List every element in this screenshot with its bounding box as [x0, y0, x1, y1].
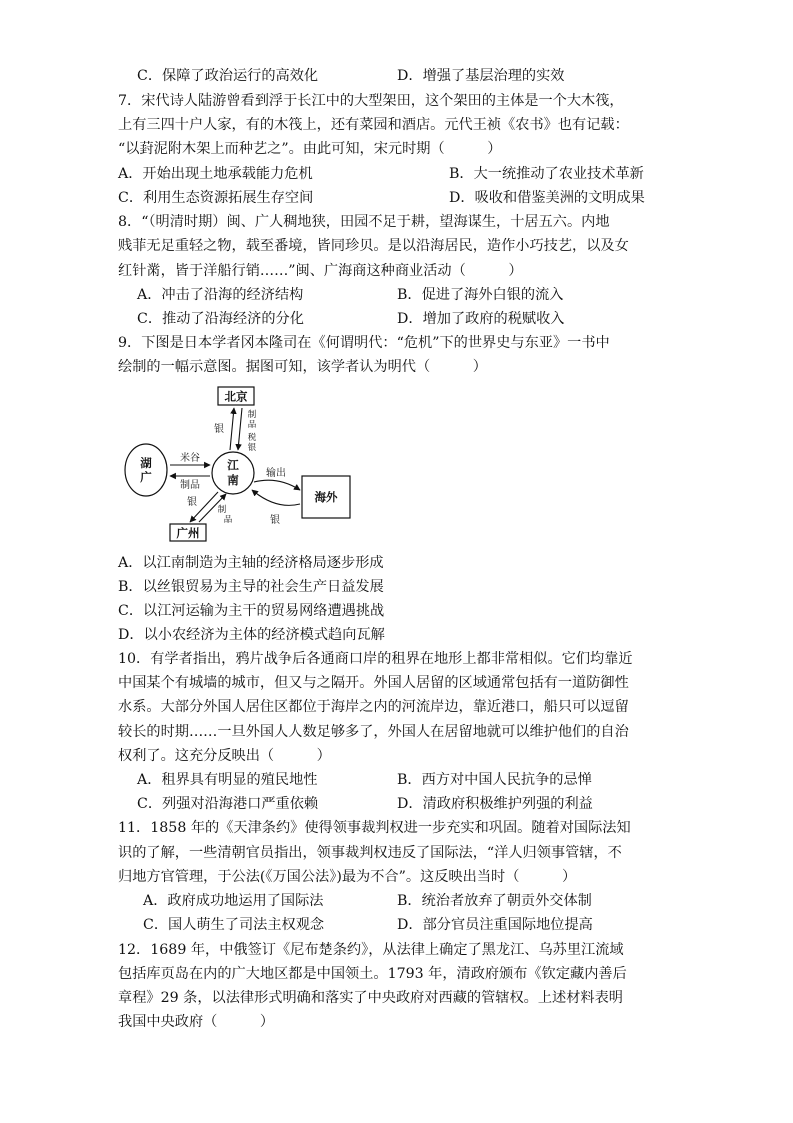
- jiangnan-label-2: 南: [227, 473, 239, 487]
- q7-option-b: B．大一统推动了农业技术革新: [449, 166, 644, 182]
- q9-line-2: 绘制的一幅示意图。据图可知，该学者认为明代（ ）: [118, 359, 487, 375]
- haiwai-label: 海外: [314, 490, 338, 504]
- q11-option-c: C．国人萌生了司法主权观念: [143, 917, 325, 933]
- q10-line-5: 权利了。这充分反映出（ ）: [118, 748, 331, 764]
- arrow-beijing-to-jiangnan: [238, 408, 242, 450]
- q8-option-c: C．推动了沿海经济的分化: [137, 311, 304, 327]
- label-zhipin-guangzhou-1: 制: [217, 505, 227, 515]
- q7-option-d: D．吸收和借鉴美洲的文明成果: [449, 190, 645, 206]
- q8-line-1: 8．“（明清时期）闽、广人稠地狭，田园不足于耕，望海谋生，十居五六。内地: [118, 214, 610, 230]
- label-shuiyin-2: 银: [247, 443, 257, 453]
- q10-line-1: 10．有学者指出，鸦片战争后各通商口岸的租界在地形上都非常相似。它们均靠近: [118, 651, 633, 667]
- label-shuiyin-1: 税: [247, 433, 257, 443]
- q7-line-3: “以葑泥附木架上而种艺之”。由此可知，宋元时期（ ）: [118, 141, 502, 157]
- q10-option-c: C．列强对沿海港口严重依赖: [137, 796, 319, 812]
- q9-option-b: B．以丝银贸易为主导的社会生产日益发展: [118, 579, 384, 595]
- q10-option-b: B．西方对中国人民抗争的忌惮: [397, 772, 592, 788]
- q10-line-3: 水系。大部分外国人居住区都位于海岸之内的河流岸边，靠近港口，船只可以逗留: [118, 699, 629, 715]
- q6-option-d: D．增强了基层治理的实效: [397, 68, 565, 84]
- q6-option-c: C．保障了政治运行的高效化: [137, 68, 319, 84]
- q11-option-a: A．政府成功地运用了国际法: [143, 893, 324, 909]
- q7-option-c: C．利用生态资源拓展生存空间: [118, 190, 314, 206]
- q12-line-4: 我国中央政府（ ）: [118, 1014, 275, 1030]
- huguang-label-2: 广: [140, 470, 152, 484]
- label-yin-haiwai: 银: [270, 515, 280, 526]
- q9-option-c: C．以江河运输为主干的贸易网络遭遇挑战: [118, 603, 385, 619]
- q12-line-2: 包括库页岛在内的广大地区都是中国领土。1793 年，清政府颁布《钦定藏内善后: [118, 966, 627, 982]
- q8-option-a: A．冲击了沿海的经济结构: [137, 287, 304, 303]
- q10-line-2: 中国某个有城墙的城市，但又与之隔开。外国人居留的区域通常包括有一道防御性: [118, 675, 629, 691]
- q11-line-1: 11．1858 年的《天津条约》使得领事裁判权进一步充实和巩固。随着对国际法知: [118, 820, 631, 836]
- q8-line-3: 红针黹，皆于洋船行销……”闽、广海商这种商业活动（ ）: [118, 263, 523, 279]
- label-mi-gu: 米谷: [180, 453, 200, 464]
- q12-line-3: 章程》29 条，以法律形式明确和落实了中央政府对西藏的管辖权。上述材料表明: [118, 990, 623, 1006]
- q9-option-d: D．以小农经济为主体的经济模式趋向瓦解: [118, 627, 385, 643]
- q10-option-d: D．清政府积极维护列强的利益: [397, 796, 593, 812]
- q11-option-d: D．部分官员注重国际地位提高: [397, 917, 593, 933]
- q9-option-a: A．以江南制造为主轴的经济格局逐步形成: [118, 555, 384, 571]
- label-yin-guangzhou: 银: [187, 497, 197, 508]
- q7-line-2: 上有三四十户人家，有的木筏上，还有菜园和酒店。元代王祯《农书》也有记载：: [118, 117, 629, 133]
- q11-line-3: 归地方官管理，于公法(《万国公法》)最为不合”。这反映出当时（ ）: [118, 869, 577, 885]
- label-zhipin-huguang: 制品: [180, 480, 200, 491]
- arrow-haiwai-to-jiangnan: [252, 490, 300, 505]
- q7-option-a: A．开始出现土地承载能力危机: [118, 166, 313, 182]
- arrow-jiangnan-to-beijing: [230, 408, 234, 450]
- q11-line-2: 识的了解，一些清朝官员指出，领事裁判权违反了国际法，“洋人归领事管辖，不: [118, 845, 622, 861]
- label-shuchu: 输出: [266, 468, 286, 479]
- q8-option-b: B．促进了海外白银的流入: [397, 287, 564, 303]
- label-yin-beijing: 银: [214, 424, 224, 435]
- q8-line-2: 贱菲无足重轻之物，载至番境，皆同珍贝。是以沿海居民，造作小巧技艺，以及女: [118, 238, 629, 254]
- q10-line-4: 较长的时期……一旦外国人人数足够多了，外国人在居留地就可以维护他们的自治: [118, 724, 629, 740]
- q8-option-d: D．增加了政府的税赋收入: [397, 311, 565, 327]
- label-zhipin-beijing-2: 品: [247, 420, 257, 430]
- q7-line-1: 7．宋代诗人陆游曾看到浮于长江中的大型架田，这个架田的主体是一个大木筏，: [118, 93, 624, 109]
- label-zhipin-guangzhou-2: 品: [223, 515, 233, 525]
- huguang-label-1: 湖: [140, 456, 152, 470]
- economic-flow-diagram: [118, 380, 368, 555]
- q11-option-b: B．统治者放弃了朝贡外交体制: [397, 893, 592, 909]
- q10-option-a: A．租界具有明显的殖民地性: [137, 772, 318, 788]
- q9-line-1: 9．下图是日本学者冈本隆司在《何谓明代：“危机”下的世界史与东亚》一书中: [118, 335, 610, 351]
- label-zhipin-beijing-1: 制: [247, 410, 257, 420]
- guangzhou-label: 广州: [176, 526, 200, 540]
- beijing-label: 北京: [224, 389, 248, 404]
- jiangnan-label-1: 江: [227, 458, 239, 472]
- arrow-jiangnan-to-haiwai: [254, 480, 300, 490]
- q12-line-1: 12．1689 年，中俄签订《尼布楚条约》，从法律上确定了黑龙江、乌苏里江流域: [118, 942, 624, 958]
